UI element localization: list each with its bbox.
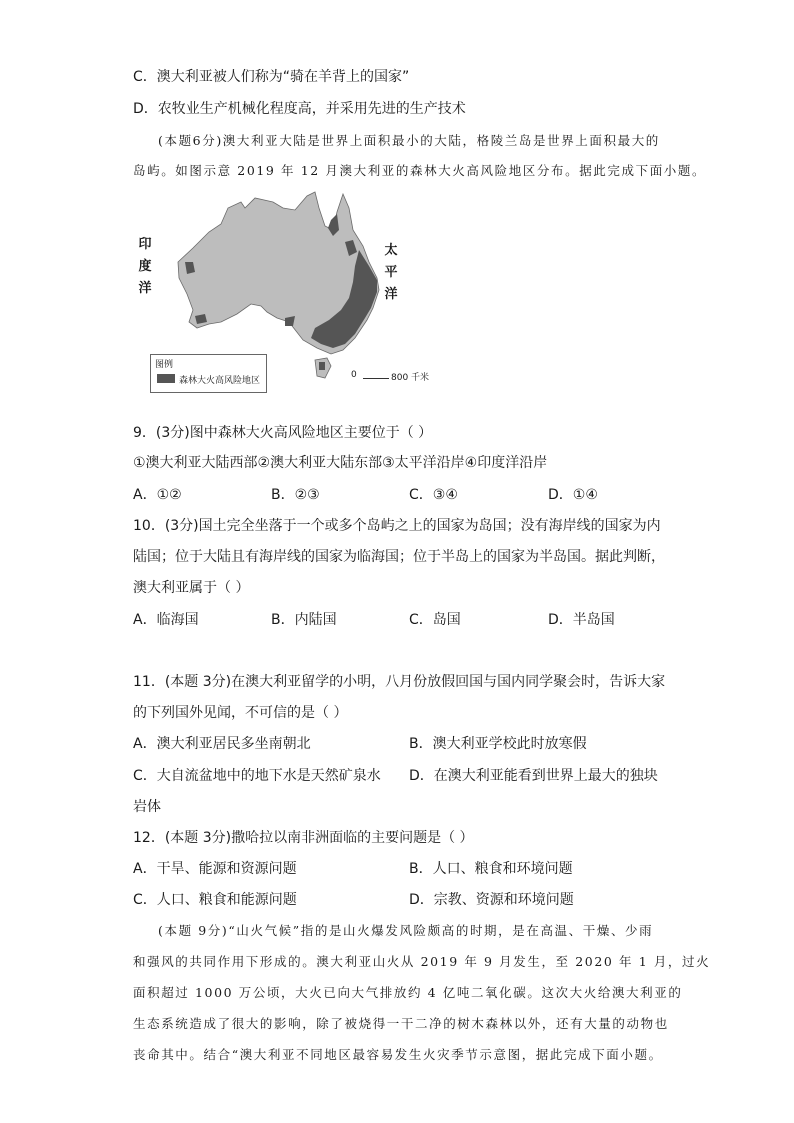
q11-option-d[interactable]: D．在澳大利亚能看到世界上最大的独块 — [409, 768, 658, 784]
q12-option-d[interactable]: D．宗教、资源和环境问题 — [409, 892, 574, 908]
q12-option-a[interactable]: A．干旱、能源和资源问题 — [133, 861, 297, 877]
q10-option-b[interactable]: B．内陆国 — [271, 612, 337, 628]
q11-option-a[interactable]: A．澳大利亚居民多坐南朝北 — [133, 736, 311, 752]
passage-1-line-2: 岛屿。如图示意 2019 年 12 月澳大利亚的森林大火高风险地区分布。据此完成下面小题。 — [133, 163, 707, 178]
q11-option-b[interactable]: B．澳大利亚学校此时放寒假 — [409, 736, 587, 752]
q9-option-d[interactable]: D．①④ — [548, 487, 598, 503]
q9-option-a[interactable]: A．①② — [133, 487, 182, 503]
indian-ocean-label: 印 度 洋 — [138, 237, 152, 296]
q10-line-3: 澳大利亚属于（ ） — [133, 580, 250, 596]
q10-option-c[interactable]: C．岛国 — [409, 612, 461, 628]
risk-area-tasmania — [319, 362, 325, 370]
legend-label: 森林大火高风险地区 — [179, 376, 261, 386]
option-d-line: D．农牧业生产机械化程度高，并采用先进的生产技术 — [133, 101, 466, 117]
q10-option-d[interactable]: D．半岛国 — [548, 612, 615, 628]
option-c-line: C．澳大利亚被人们称为“骑在羊背上的国家” — [133, 69, 410, 85]
q9-option-b[interactable]: B．②③ — [271, 487, 320, 503]
q12-option-b[interactable]: B．人口、粮食和环境问题 — [409, 861, 573, 877]
q12-stem: 12．(本题 3分)撒哈拉以南非洲面临的主要问题是（ ） — [133, 830, 474, 846]
q11-option-d-continuation: 岩体 — [133, 799, 161, 815]
pacific-ocean-label: 太 平 洋 — [384, 243, 398, 302]
q11-option-c[interactable]: C．大自流盆地中的地下水是天然矿泉水 — [133, 768, 381, 784]
map-legend — [150, 354, 267, 393]
passage-2-line-5: 丧命其中。结合“澳大利亚不同地区最容易发生火灾季节示意图，据此完成下面小题。 — [133, 1047, 663, 1062]
legend-title: 图例 — [155, 360, 174, 370]
q10-line-1: 10．(3分)国土完全坐落于一个或多个岛屿之上的国家为岛国；没有海岸线的国家为内 — [133, 518, 661, 534]
q9-option-c[interactable]: C．③④ — [409, 487, 458, 503]
q11-line-2: 的下列国外见闻，不可信的是（ ） — [133, 705, 348, 721]
q9-stem: 9．(3分)图中森林大火高风险地区主要位于（ ） — [133, 425, 433, 441]
passage-2-line-3: 面积超过 1000 万公顷，大火已向大气排放约 4 亿吨二氧化碳。这次大火给澳大利亚的 — [133, 985, 683, 1000]
q10-option-a[interactable]: A．临海国 — [133, 612, 199, 628]
australia-fire-risk-map — [133, 190, 443, 395]
scale-line — [363, 378, 389, 379]
passage-2-line-2: 和强风的共同作用下形成的。澳大利亚山火从 2019 年 9 月发生，至 2020 年 1 月，过火 — [133, 954, 711, 969]
q10-line-2: 陆国；位于大陆且有海岸线的国家为临海国；位于半岛上的国家为半岛国。据此判断， — [133, 549, 665, 565]
passage-1-line-1: (本题6分)澳大利亚大陆是世界上面积最小的大陆，格陵兰岛是世界上面积最大的 — [158, 133, 660, 148]
q12-option-c[interactable]: C．人口、粮食和能源问题 — [133, 892, 297, 908]
scale-bar: 0 800 千米 — [351, 370, 430, 383]
q11-line-1: 11．(本题 3分)在澳大利亚留学的小明，八月份放假回国与国内同学聚会时，告诉大家 — [133, 674, 666, 690]
legend-swatch — [157, 374, 175, 383]
q9-items: ①澳大利亚大陆西部②澳大利亚大陆东部③太平洋沿岸④印度洋沿岸 — [133, 455, 548, 471]
passage-2-line-1: (本题 9分)“山火气候”指的是山火爆发风险颇高的时期，是在高温、干燥、少雨 — [158, 923, 654, 938]
passage-2-line-4: 生态系统造成了很大的影响，除了被烧得一干二净的树木森林以外，还有大量的动物也 — [133, 1016, 669, 1031]
